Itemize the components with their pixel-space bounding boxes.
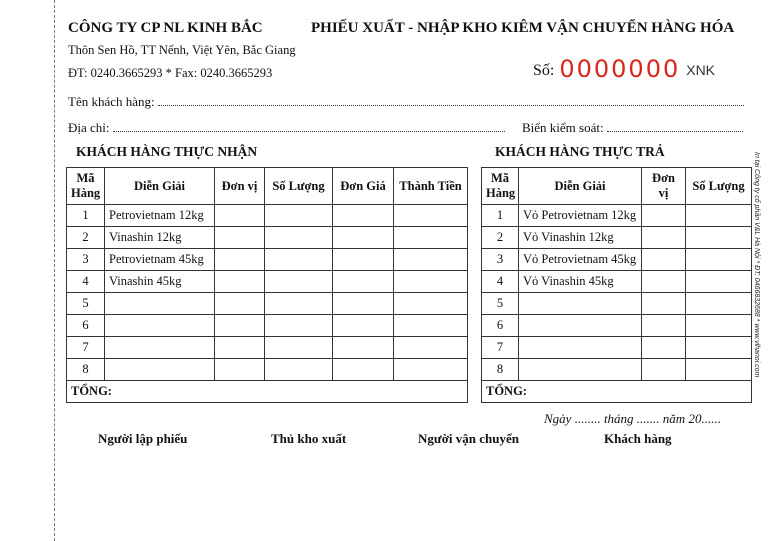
returned-row-description[interactable]: Vỏ Vinashin 12kg xyxy=(519,227,642,249)
received-row-description[interactable]: Petrovietnam 12kg xyxy=(105,205,215,227)
received-cell[interactable] xyxy=(394,359,468,381)
returned-table xyxy=(481,167,752,403)
received-cell[interactable] xyxy=(215,205,265,227)
received-header-3: Số Lượng xyxy=(265,168,333,205)
received-cell[interactable] xyxy=(333,271,394,293)
returned-row xyxy=(482,359,752,381)
received-cell[interactable] xyxy=(333,205,394,227)
received-cell[interactable] xyxy=(265,227,333,249)
returned-row-number: 5 xyxy=(482,293,519,315)
returned-row xyxy=(482,337,752,359)
license-plate-blank[interactable] xyxy=(607,119,743,132)
returned-row-number: 2 xyxy=(482,227,519,249)
received-row-number: 7 xyxy=(67,337,105,359)
received-cell[interactable] xyxy=(394,315,468,337)
returned-cell[interactable] xyxy=(686,293,752,315)
returned-cell[interactable] xyxy=(686,337,752,359)
received-cell[interactable] xyxy=(215,337,265,359)
returned-row-description[interactable]: Vỏ Petrovietnam 45kg xyxy=(519,249,642,271)
received-cell[interactable] xyxy=(215,271,265,293)
received-cell[interactable] xyxy=(215,315,265,337)
received-row-description[interactable]: Vinashin 45kg xyxy=(105,271,215,293)
received-row xyxy=(67,227,468,249)
company-address: Thôn Sen Hồ, TT Nếnh, Việt Yên, Bắc Giang xyxy=(68,43,296,57)
customer-name-label: Tên khách hàng: xyxy=(68,94,155,109)
serial-label: Số: xyxy=(533,62,555,79)
received-cell[interactable] xyxy=(394,271,468,293)
received-cell[interactable] xyxy=(394,337,468,359)
returned-row-description[interactable] xyxy=(519,293,642,315)
received-cell[interactable] xyxy=(394,205,468,227)
returned-total-row xyxy=(482,381,752,403)
returned-cell[interactable] xyxy=(642,315,686,337)
received-row-description[interactable] xyxy=(105,359,215,381)
company-phone: ĐT: 0240.3665293 * Fax: 0240.3665293 xyxy=(68,66,273,80)
signature-customer: Khách hàng xyxy=(604,431,672,446)
returned-cell[interactable] xyxy=(642,249,686,271)
returned-row xyxy=(482,315,752,337)
received-header-2: Đơn vị xyxy=(215,168,265,205)
received-cell[interactable] xyxy=(265,293,333,315)
received-row xyxy=(67,271,468,293)
returned-cell[interactable] xyxy=(642,271,686,293)
received-row xyxy=(67,315,468,337)
customer-name-blank[interactable] xyxy=(158,93,744,106)
returned-header-0: Mã Hàng xyxy=(482,168,519,205)
received-row-description[interactable] xyxy=(105,337,215,359)
returned-row-number: 8 xyxy=(482,359,519,381)
address-blank[interactable] xyxy=(113,119,505,132)
returned-row-number: 3 xyxy=(482,249,519,271)
returned-row-number: 7 xyxy=(482,337,519,359)
received-cell[interactable] xyxy=(265,315,333,337)
received-cell[interactable] xyxy=(394,293,468,315)
returned-row-number: 6 xyxy=(482,315,519,337)
returned-cell[interactable] xyxy=(686,315,752,337)
returned-row xyxy=(482,227,752,249)
license-plate-field[interactable] xyxy=(522,119,743,136)
received-row xyxy=(67,337,468,359)
returned-row-description[interactable]: Vỏ Petrovietnam 12kg xyxy=(519,205,642,227)
returned-row xyxy=(482,205,752,227)
received-row-number: 8 xyxy=(67,359,105,381)
perforation-line xyxy=(54,0,55,541)
returned-row xyxy=(482,271,752,293)
signature-warehouse-keeper: Thủ kho xuất xyxy=(271,431,347,446)
received-row-description[interactable] xyxy=(105,315,215,337)
returned-row xyxy=(482,249,752,271)
document-title: PHIẾU XUẤT - NHẬP KHO KIÊM VẬN CHUYỂN HÀNG HÓA xyxy=(311,20,735,36)
received-row-description[interactable]: Petrovietnam 45kg xyxy=(105,249,215,271)
returned-row-number: 4 xyxy=(482,271,519,293)
serial-suffix: XNK xyxy=(686,62,716,78)
received-header-0: Mã Hàng xyxy=(67,168,105,205)
received-table xyxy=(66,167,468,403)
received-total-label: TỔNG: xyxy=(67,381,468,403)
received-cell[interactable] xyxy=(333,249,394,271)
received-cell[interactable] xyxy=(333,337,394,359)
returned-row xyxy=(482,293,752,315)
received-header-4: Đơn Giá xyxy=(333,168,394,205)
returned-row-description[interactable] xyxy=(519,315,642,337)
received-cell[interactable] xyxy=(333,227,394,249)
received-row xyxy=(67,359,468,381)
received-cell[interactable] xyxy=(265,205,333,227)
returned-header-1: Diễn Giải xyxy=(519,168,642,205)
returned-cell[interactable] xyxy=(642,293,686,315)
received-row-number: 6 xyxy=(67,315,105,337)
received-cell[interactable] xyxy=(215,249,265,271)
returned-cell[interactable] xyxy=(642,359,686,381)
received-cell[interactable] xyxy=(333,293,394,315)
returned-cell[interactable] xyxy=(686,359,752,381)
date-line: Ngày ........ tháng ....... năm 20...... xyxy=(544,411,721,426)
received-row xyxy=(67,205,468,227)
address-label: Địa chỉ: xyxy=(68,120,110,135)
returned-row-description[interactable] xyxy=(519,359,642,381)
license-plate-label: Biển kiểm soát: xyxy=(522,120,604,135)
returned-cell[interactable] xyxy=(642,337,686,359)
received-row-number: 3 xyxy=(67,249,105,271)
returned-row-number: 1 xyxy=(482,205,519,227)
returned-cell[interactable] xyxy=(686,205,752,227)
customer-name-field[interactable] xyxy=(68,93,744,110)
received-cell[interactable] xyxy=(265,249,333,271)
returned-total-label: TỔNG: xyxy=(482,381,752,403)
received-cell[interactable] xyxy=(333,315,394,337)
received-row xyxy=(67,249,468,271)
printer-note xyxy=(753,152,767,397)
received-cell[interactable] xyxy=(265,359,333,381)
signature-transporter: Người vận chuyển xyxy=(418,431,519,446)
returned-heading: KHÁCH HÀNG THỰC TRẢ xyxy=(495,144,665,159)
received-total-row xyxy=(67,381,468,403)
received-cell[interactable] xyxy=(333,359,394,381)
received-cell[interactable] xyxy=(265,337,333,359)
received-row-number: 5 xyxy=(67,293,105,315)
received-row-description[interactable]: Vinashin 12kg xyxy=(105,227,215,249)
address-field[interactable] xyxy=(68,119,505,136)
received-row-description[interactable] xyxy=(105,293,215,315)
received-row-number: 4 xyxy=(67,271,105,293)
received-cell[interactable] xyxy=(215,293,265,315)
received-row-number: 2 xyxy=(67,227,105,249)
returned-cell[interactable] xyxy=(686,271,752,293)
returned-header-2: Đơn vị xyxy=(642,168,686,205)
received-header-5: Thành Tiền xyxy=(394,168,468,205)
returned-row-description[interactable]: Vỏ Vinashin 45kg xyxy=(519,271,642,293)
received-cell[interactable] xyxy=(215,227,265,249)
serial-value: 0000000 xyxy=(559,55,681,83)
signature-preparer: Người lập phiếu xyxy=(98,431,188,446)
received-header-1: Diễn Giải xyxy=(105,168,215,205)
received-row xyxy=(67,293,468,315)
received-heading: KHÁCH HÀNG THỰC NHẬN xyxy=(76,144,258,159)
received-cell[interactable] xyxy=(394,227,468,249)
returned-cell[interactable] xyxy=(642,205,686,227)
returned-cell[interactable] xyxy=(686,227,752,249)
received-cell[interactable] xyxy=(394,249,468,271)
received-cell[interactable] xyxy=(215,359,265,381)
returned-cell[interactable] xyxy=(686,249,752,271)
returned-cell[interactable] xyxy=(642,227,686,249)
received-cell[interactable] xyxy=(265,271,333,293)
company-name: CÔNG TY CP NL KINH BẮC xyxy=(68,20,263,36)
serial-number xyxy=(533,55,715,83)
returned-row-description[interactable] xyxy=(519,337,642,359)
printer-note-text: In tại Công ty cổ phần V&L Hà Nội * ĐT: 0466832688 * www.vlhanoi.com xyxy=(753,152,760,378)
received-row-number: 1 xyxy=(67,205,105,227)
returned-header-3: Số Lượng xyxy=(686,168,752,205)
